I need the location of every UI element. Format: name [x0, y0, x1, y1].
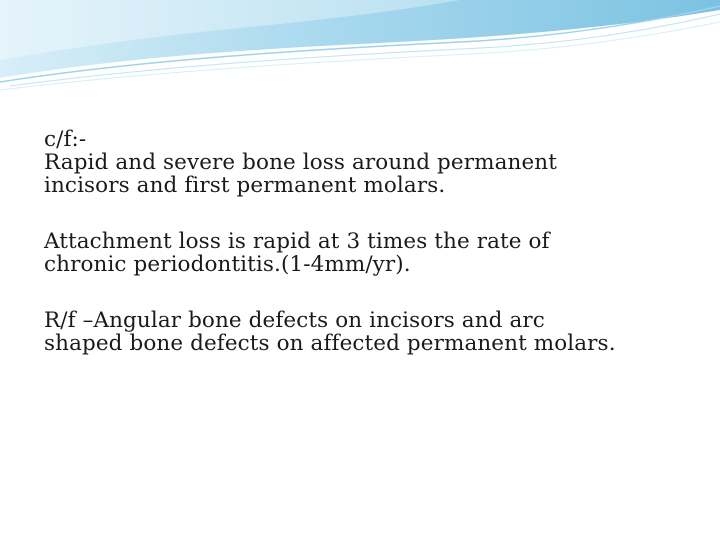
- slide-heading: c/f:-: [44, 127, 87, 152]
- paragraph-2-line-1: Attachment loss is rapid at 3 times the rate of: [44, 229, 550, 254]
- paragraph-1-line-2: incisors and first permanent molars.: [44, 173, 446, 198]
- paragraph-3-line-2: shaped bone defects on affected permanent molars.: [44, 331, 616, 356]
- paragraph-1: [44, 151, 684, 197]
- paragraph-3: [44, 309, 684, 355]
- paragraph-3-line-1: R/f –Angular bone defects on incisors and arc: [44, 308, 545, 333]
- paragraph-1-line-1: Rapid and severe bone loss around permanent: [44, 150, 557, 175]
- paragraph-2: [44, 230, 684, 276]
- paragraph-2-line-2: chronic periodontitis.(1-4mm/yr).: [44, 252, 411, 277]
- slide-body: [44, 128, 684, 355]
- header-wave-decoration: [0, 0, 720, 100]
